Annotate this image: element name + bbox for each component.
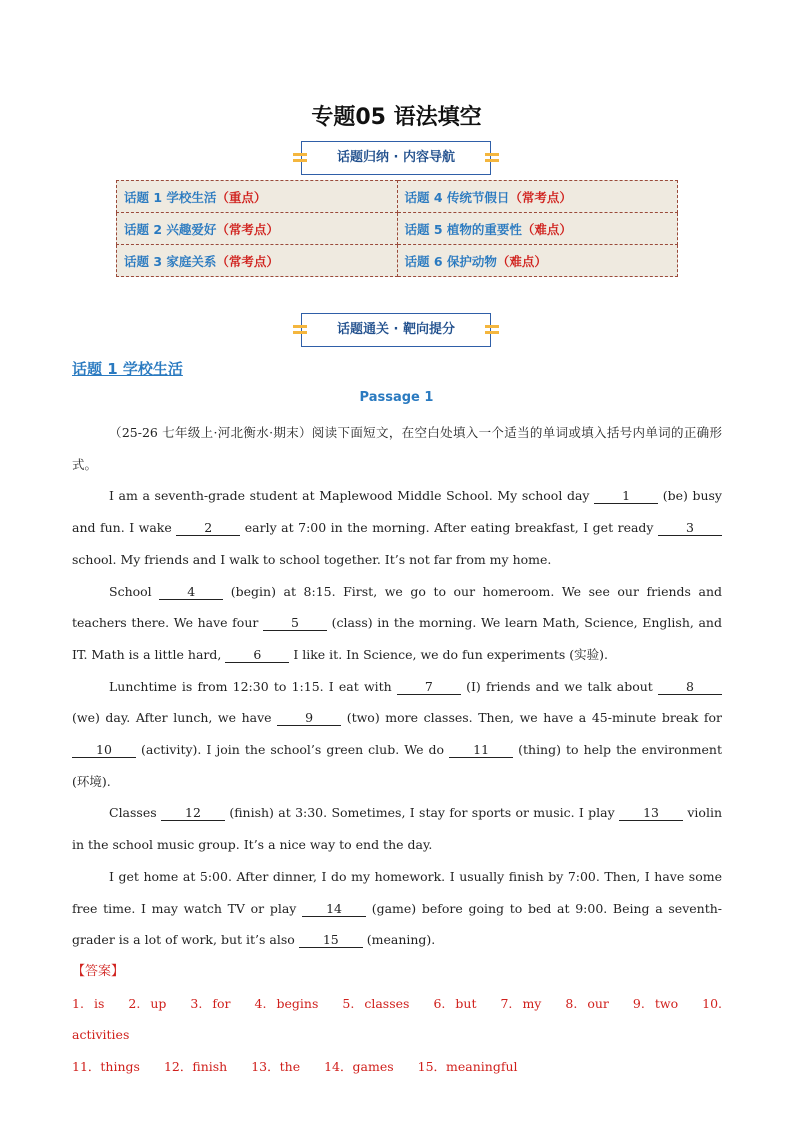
nav-item[interactable]: 话题 3 家庭关系（常考点） [117, 245, 398, 277]
answer-item: 13．the [251, 1059, 301, 1075]
answer-blank[interactable]: 14 [302, 902, 366, 917]
section-banner-practice [301, 313, 491, 347]
nav-item[interactable]: 话题 5 植物的重要性（难点） [397, 213, 678, 245]
banner-label: 话题通关 · 靶向提分 [337, 322, 455, 337]
answer-item: 3. for [190, 995, 231, 1011]
passage-text: (we) day. After lunch, we have [72, 710, 278, 726]
passage-text: violin in the school music group. It’s a nice way to end the day. [72, 805, 722, 853]
answer-item: 1. is [72, 995, 105, 1011]
answer-item: 5. classes [342, 995, 410, 1011]
passage-paragraph [72, 671, 722, 798]
passage-text: (activity). I join the school’s green club. We do [136, 742, 450, 758]
answer-item: 10. activities [72, 995, 723, 1043]
answer-blank[interactable]: 8 [658, 680, 722, 695]
answer-blank[interactable]: 15 [299, 933, 363, 948]
answer-blank[interactable]: 6 [225, 648, 289, 663]
answer-heading: 【答案】 [72, 963, 125, 979]
topic-heading[interactable]: 话题 1 学校生活 [72, 360, 183, 378]
answer-item: 9. two [632, 995, 679, 1011]
decoration-icon [293, 325, 307, 335]
answer-blank[interactable]: 1 [594, 489, 658, 504]
answer-item: 7. my [500, 995, 542, 1011]
answer-blank[interactable]: 11 [449, 743, 513, 758]
answer-item: 6. but [433, 995, 477, 1011]
passage-text: I am a seventh-grade student at Maplewood Middle School. My school day [109, 488, 595, 504]
passage-text: (finish) at 3:30. Sometimes, I stay for sports or music. I play [225, 805, 620, 821]
passage-text: (I) friends and we talk about [460, 678, 658, 694]
answer-blank[interactable]: 10 [72, 743, 136, 758]
answer-blank[interactable]: 13 [619, 806, 683, 821]
passage-text: I get home at 5:00. After dinner, I do my homework. I usually finish by 7:00. Then, I have some free time. I may watch TV or play [72, 868, 722, 916]
answer-item: 8. our [565, 995, 609, 1011]
passage-text: (meaning). [362, 932, 436, 948]
passage-text: (be) busy and fun. I wake [72, 488, 722, 536]
passage-text: I like it. In Science, we do fun experiments (实验). [289, 646, 608, 662]
passage-text: School [109, 583, 160, 599]
decoration-icon [293, 153, 307, 163]
passage-text: Lunchtime is from 12:30 to 1:15. I eat with [109, 678, 397, 694]
page-title: 专题05 语法填空 [311, 105, 482, 130]
section-banner-navigation [301, 141, 491, 175]
passage-paragraph [72, 576, 722, 671]
passage-text: early at 7:00 in the morning. After eating breakfast, I get ready [240, 520, 658, 536]
passage-text: Classes [109, 805, 161, 821]
nav-item[interactable]: 话题 2 兴趣爱好（常考点） [117, 213, 398, 245]
passage-text: school. My friends and I walk to school together. It’s not far from my home. [72, 551, 552, 567]
answer-blank[interactable]: 3 [658, 521, 722, 536]
answer-item: 14．games [324, 1059, 394, 1075]
answer-blank[interactable]: 4 [159, 585, 223, 600]
passage-body [72, 417, 722, 1083]
passage-text: (class) in the morning. We learn Math, Science, English, and IT. Math is a little hard, [72, 615, 722, 662]
passage-paragraphs [72, 480, 722, 956]
banner-label: 话题归纳 · 内容导航 [337, 150, 455, 165]
answer-blank[interactable]: 9 [277, 711, 341, 726]
nav-item[interactable]: 话题 4 传统节假日（常考点） [397, 181, 678, 213]
decoration-icon [485, 325, 499, 335]
answer-item: 2. up [128, 995, 167, 1011]
passage-text: (game) before going to bed at 9:00. Being a seventh-grader is a lot of work, but it’s also [72, 900, 722, 948]
answer-item: 15．meaningful [417, 1059, 518, 1075]
instructions: （25-26 七年级上·河北衡水·期末）阅读下面短文，在空白处填入一个适当的单词或填入括号内单词的正确形式。 [72, 425, 722, 472]
answers-line-2 [72, 1051, 722, 1083]
decoration-icon [485, 153, 499, 163]
answer-blank[interactable]: 2 [176, 521, 240, 536]
passage-paragraph [72, 480, 722, 575]
answers-line-1 [72, 988, 722, 1051]
passage-paragraph [72, 861, 722, 956]
answer-blank[interactable]: 5 [263, 616, 327, 631]
topic-navigation-table [116, 180, 678, 277]
answer-blank[interactable]: 12 [161, 806, 225, 821]
answer-item: 12．finish [163, 1059, 228, 1075]
passage-title: Passage 1 [359, 390, 434, 405]
answer-item: 4. begins [254, 995, 319, 1011]
nav-item[interactable]: 话题 6 保护动物（难点） [397, 245, 678, 277]
answer-item: 11．things [72, 1059, 140, 1075]
answer-blank[interactable]: 7 [397, 680, 461, 695]
nav-item[interactable]: 话题 1 学校生活（重点） [117, 181, 398, 213]
passage-text: (thing) to help the environment (环境). [72, 742, 722, 789]
passage-text: (two) more classes. Then, we have a 45-minute break for [341, 710, 722, 726]
passage-paragraph [72, 797, 722, 860]
passage-text: (begin) at 8:15. First, we go to our homeroom. We see our friends and teachers there. We have four [72, 583, 722, 631]
